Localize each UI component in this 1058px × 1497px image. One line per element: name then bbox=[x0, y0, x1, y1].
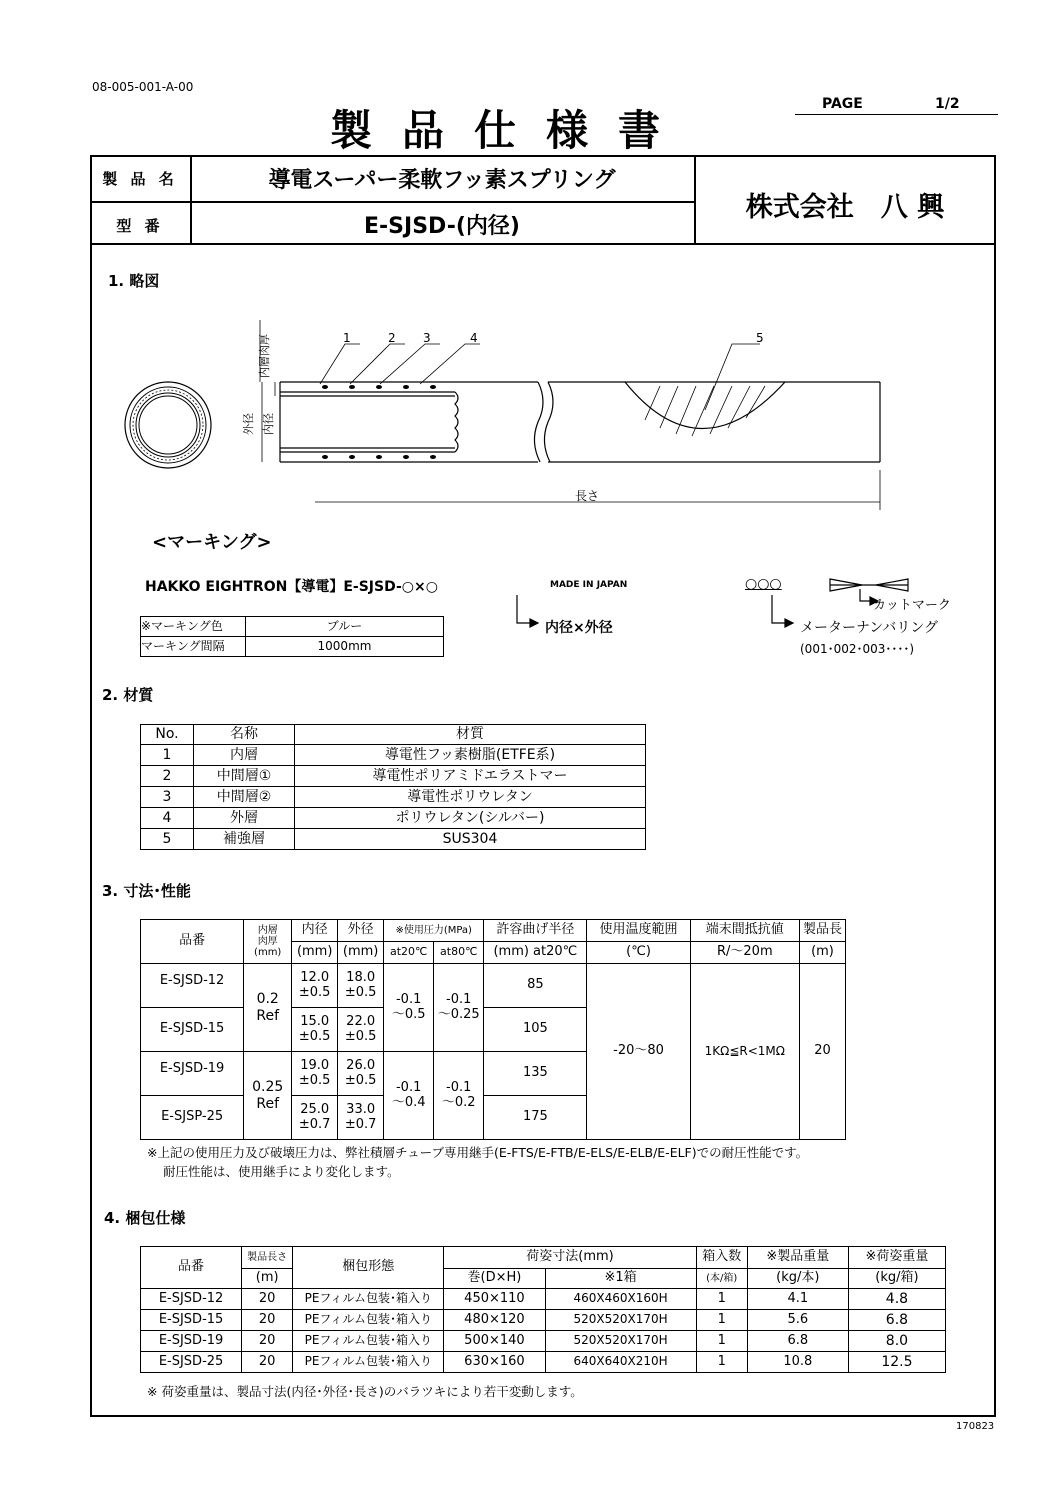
marking-color-value: ブルー bbox=[246, 617, 444, 637]
weight-note: ※ 荷姿重量は、製品寸法(内径･外径･長さ)のバラツキにより若干変動します。 bbox=[147, 1384, 583, 1399]
marking-interval-label: マーキング間隔 bbox=[141, 637, 246, 657]
section-3-heading: 3. 寸法･性能 bbox=[102, 882, 191, 900]
section-1-heading: 1. 略図 bbox=[108, 272, 160, 290]
leader-label-3: 3 bbox=[423, 331, 431, 345]
table-row: E-SJSD-19 0.25 Ref 19.0 ±0.5 26.0 ±0.5 -0.1 ～0.4 -0.1 ～0.2 135 bbox=[141, 1052, 846, 1096]
cut-mark-label: カットマーク bbox=[873, 598, 951, 613]
table-row: 4 外層 ポリウレタン(シルバー) bbox=[141, 808, 646, 829]
company-name: 株式会社 八 興 bbox=[745, 192, 945, 223]
model-label: 型 番 bbox=[116, 217, 164, 235]
resistance: 1KΩ≦R<1MΩ bbox=[690, 964, 799, 1140]
inner-outer-label: 内径×外径 bbox=[545, 620, 613, 636]
leader-label-2: 2 bbox=[388, 331, 396, 345]
table-row: E-SJSD-12 20 PEフィルム包装･箱入り 450×110 460X460X160H 1 4.1 4.8 bbox=[141, 1289, 946, 1310]
table-row: E-SJSD-12 0.2 Ref 12.0 ±0.5 18.0 ±0.5 -0.1 ～0.5 -0.1 ～0.25 85 -20～80 1KΩ≦R<1MΩ 20 bbox=[141, 964, 846, 1008]
table-row: 5 補強層 SUS304 bbox=[141, 829, 646, 850]
pressure-note-2: 耐圧性能は、使用継手により変化します。 bbox=[163, 1164, 400, 1179]
table-row: 2 中間層① 導電性ポリアミドエラストマー bbox=[141, 766, 646, 787]
temp-range: -20～80 bbox=[587, 964, 690, 1140]
marking-table bbox=[140, 616, 444, 657]
product-length: 20 bbox=[799, 964, 845, 1140]
dimension-table: 品番 内層 肉厚 (mm) 内径 外径 ※使用圧力(MPa) 許容曲げ半径 使用温度範囲 端末間抵抗値 製品長 (mm) (mm) at20℃ at80℃ (mm) at20℃ (℃) R/～20m (m) E-SJSD-12 0.2 Ref 12.0 ±0.5 18.0 ±0.5 -0.1 ～0.5 -0.1 ～0.25 85 -20～80 1KΩ≦R<1MΩ 20 E-SJSD-15 15.0 ±0.5 22.0 ±0.5 105 E-SJSD-19 0.25 Ref 19.0 ±0.5 26.0 ±0.5 -0.1 ～0.4 -0.1 ～0.2 135 E-SJSP-25 25.0 ±0.7 33.0 ±0.7 175 bbox=[140, 919, 846, 1140]
footer-code: 170823 bbox=[956, 1421, 995, 1432]
section-2-heading: 2. 材質 bbox=[102, 686, 154, 704]
schematic-drawing bbox=[120, 300, 900, 510]
made-in-japan: MADE IN JAPAN bbox=[550, 580, 628, 590]
material-header-material: 材質 bbox=[295, 725, 646, 745]
model-number: E-SJSD-(内径) bbox=[364, 214, 520, 239]
header-block bbox=[90, 155, 996, 245]
marking-text: HAKKO EIGHTRON【導電】E-SJSD-○×○ bbox=[145, 579, 438, 595]
dim-header-model: 品番 bbox=[141, 920, 244, 964]
length-label: 長さ bbox=[575, 489, 600, 503]
table-row: E-SJSD-25 20 PEフィルム包装･箱入り 630×160 640X640X210H 1 10.8 12.5 bbox=[141, 1352, 946, 1373]
marking-ooo: ○○○ bbox=[745, 576, 782, 592]
page-label: PAGE bbox=[822, 96, 863, 112]
page-underline bbox=[795, 114, 998, 115]
page-value: 1/2 bbox=[935, 96, 960, 112]
product-name: 導電スーパー柔軟フッ素スプリング bbox=[268, 168, 616, 193]
document-number: 08-005-001-A-00 bbox=[92, 80, 194, 94]
table-row: E-SJSD-15 15.0 ±0.5 22.0 ±0.5 105 bbox=[141, 1008, 846, 1052]
marking-heading: <マーキング> bbox=[152, 532, 272, 553]
leader-label-4: 4 bbox=[470, 331, 478, 345]
table-row: E-SJSD-19 20 PEフィルム包装･箱入り 500×140 520X520X170H 1 6.8 8.0 bbox=[141, 1331, 946, 1352]
pressure-note-1: ※上記の使用圧力及び破壊圧力は、弊社積層チューブ専用継手(E-FTS/E-FTB/E-ELS/E-ELB/E-ELF)での耐圧性能です。 bbox=[147, 1145, 809, 1160]
meter-numbering-label: メーターナンバリング bbox=[800, 620, 939, 636]
product-name-label: 製 品 名 bbox=[102, 170, 178, 188]
marking-interval-value: 1000mm bbox=[246, 637, 444, 657]
table-row: E-SJSD-15 20 PEフィルム包装･箱入り 480×120 520X520X170H 1 5.6 6.8 bbox=[141, 1310, 946, 1331]
table-row: 3 中間層② 導電性ポリウレタン bbox=[141, 787, 646, 808]
outer-diameter-label: 外径 bbox=[242, 413, 255, 435]
packing-table: 品番 製品長さ 梱包形態 荷姿寸法(mm) 箱入数 ※製品重量 ※荷姿重量 (m) 巻(D×H) ※1箱 (本/箱) (kg/本) (kg/箱) E-SJSD-12 20 PEフィルム包装･箱入り 450×110 460X460X160H 1 4.1 4.8 E-SJSD-15 20 PEフィルム包装･箱入り 480×120 520X520X170H 1 5.6 6.8 E-SJSD-19 20 PEフィルム包装･箱入り 500×140 520X520X170H 1 6.8 8.0 E-SJSD-25 20 PEフィルム包装･箱入り 630×160 640X640X210H 1 10.8 12.5 bbox=[140, 1246, 946, 1373]
table-row: E-SJSP-25 25.0 ±0.7 33.0 ±0.7 175 bbox=[141, 1096, 846, 1140]
material-header-no: No. bbox=[141, 725, 194, 745]
leader-label-1: 1 bbox=[343, 331, 351, 345]
section-4-heading: 4. 梱包仕様 bbox=[104, 1209, 186, 1227]
marking-color-label: ※マーキング色 bbox=[141, 617, 246, 637]
leader-label-5: 5 bbox=[756, 331, 764, 345]
cross-section bbox=[125, 382, 211, 468]
material-table bbox=[140, 724, 646, 850]
inner-thickness-label: 内層肉厚 bbox=[258, 334, 271, 378]
inner-diameter-label: 内径 bbox=[262, 413, 275, 435]
table-row: 1 内層 導電性フッ素樹脂(ETFE系) bbox=[141, 745, 646, 766]
page-title: 製品仕様書 bbox=[330, 106, 691, 155]
numbering-example: (001･002･003････) bbox=[800, 642, 915, 656]
material-header-name: 名称 bbox=[194, 725, 295, 745]
